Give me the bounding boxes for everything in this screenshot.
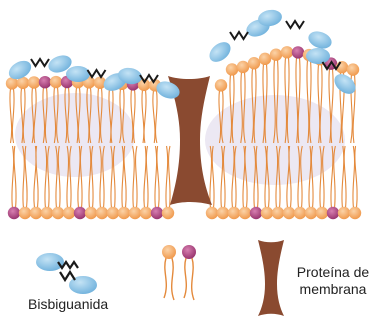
- linker: [140, 75, 158, 82]
- lipid-head: [8, 207, 20, 219]
- lipid-head: [349, 207, 361, 219]
- lipid-head: [39, 76, 51, 88]
- lipid-tail: [12, 88, 14, 143]
- linker: [230, 32, 248, 39]
- linker: [31, 59, 49, 66]
- lipid-tail: [144, 90, 146, 143]
- lipid-tail: [136, 146, 138, 208]
- lipid-head: [272, 207, 284, 219]
- lipid-tail: [342, 146, 344, 208]
- membrane-protein-label-line1: Proteína de: [296, 264, 370, 280]
- lipid-head: [327, 207, 339, 219]
- lipid-head: [305, 207, 317, 219]
- lipid-head: [50, 76, 62, 88]
- linker: [88, 70, 106, 77]
- biguanide-ellipse: [206, 38, 235, 66]
- bisbiguanide-icon: [36, 253, 97, 294]
- lipid-head: [226, 63, 238, 75]
- lipid-head: [96, 207, 108, 219]
- lipid-tail: [153, 90, 155, 143]
- lipid-tail: [353, 146, 355, 208]
- lipid-head: [74, 207, 86, 219]
- lipid-head: [19, 207, 31, 219]
- lipid-tail: [12, 146, 14, 208]
- lipid-head: [140, 207, 152, 219]
- lipid-head: [281, 46, 293, 58]
- lipid-head: [316, 207, 328, 219]
- lipid-tail: [142, 90, 144, 143]
- lipid-head: [250, 207, 262, 219]
- lipid-head: [259, 53, 271, 65]
- lipid-head: [30, 207, 42, 219]
- lipid-tail: [144, 146, 146, 208]
- lipid-head: [63, 207, 75, 219]
- lipid-head: [217, 207, 229, 219]
- lipid-tail: [156, 90, 158, 143]
- biguanide-ellipse: [306, 48, 330, 64]
- lipid-head: [52, 207, 64, 219]
- lipid-head: [85, 207, 97, 219]
- lipid-head: [237, 61, 249, 73]
- lipid-tail: [10, 88, 12, 143]
- lipid-head: [338, 207, 350, 219]
- membrane-protein-label-line2: membrana: [299, 281, 367, 297]
- lipid-head: [41, 207, 53, 219]
- lipid-tail: [133, 146, 135, 208]
- lipid-tail: [344, 146, 346, 208]
- lipid-head: [129, 207, 141, 219]
- lipid-head: [118, 207, 130, 219]
- bisbiguanide-label: Bisbiguanida: [28, 296, 109, 312]
- lipid-head: [228, 207, 240, 219]
- linker: [286, 21, 304, 28]
- membrane-protein-label: [292, 264, 373, 298]
- lipid-head: [28, 76, 40, 88]
- bisbiguanide-molecule: [257, 8, 334, 52]
- lipid-tail: [157, 146, 159, 208]
- lipid-tail: [146, 146, 148, 208]
- lipid-head: [151, 207, 163, 219]
- lipid-tail: [14, 146, 16, 208]
- biguanide-ellipse: [66, 66, 90, 82]
- lipid-head: [248, 57, 260, 69]
- lipid-head: [206, 207, 218, 219]
- lipid-tail: [166, 146, 168, 208]
- lipid-head: [239, 207, 251, 219]
- membrane-protein-legend-icon: [258, 240, 284, 316]
- lipid-tail: [355, 146, 357, 208]
- lipid-head: [347, 63, 359, 75]
- lipid-head: [294, 207, 306, 219]
- lipid-tail: [169, 146, 171, 208]
- lipid-head: [283, 207, 295, 219]
- lipid-head: [107, 207, 119, 219]
- lipid-head: [270, 49, 282, 61]
- lipid-head: [162, 207, 174, 219]
- lipid-head: [292, 46, 304, 58]
- phospholipid-icon: [162, 245, 196, 300]
- lipid-head: [261, 207, 273, 219]
- lipid-head: [215, 79, 227, 91]
- lipid-tail: [155, 146, 157, 208]
